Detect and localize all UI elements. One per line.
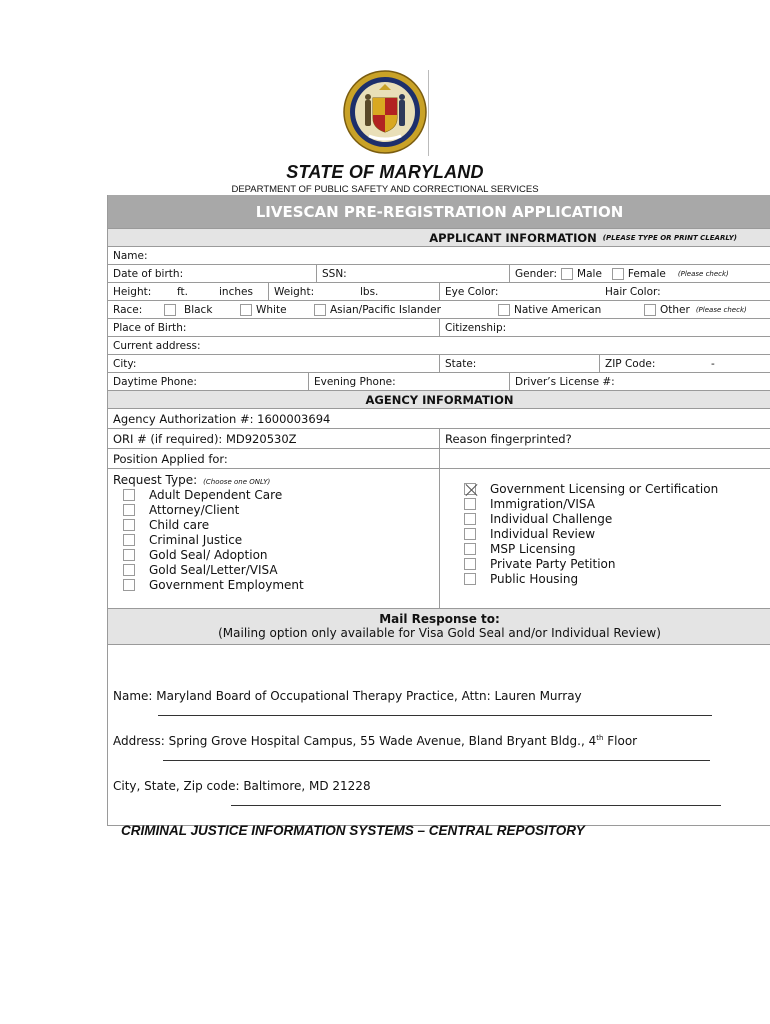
mail-name-line: Name: Maryland Board of Occupational Therapy Practice, Attn: Lauren Murray [113,689,582,703]
mail-address-sup: th [596,734,604,742]
mail-response-header [108,609,770,645]
application-form [107,195,770,826]
daytime-phone-field[interactable] [108,373,309,390]
request-checkbox[interactable] [123,489,135,501]
applicant-section-header [108,229,770,247]
request-option[interactable] [123,502,434,517]
form-title: LIVESCAN PRE-REGISTRATION APPLICATION [108,195,770,229]
dob-row [108,265,770,283]
request-option[interactable] [123,532,434,547]
maryland-seal-icon [343,70,427,154]
white-label: White [256,304,287,316]
request-option-label: Individual Review [490,526,596,541]
request-option[interactable] [123,577,434,592]
request-option[interactable] [464,496,766,511]
asian-checkbox[interactable] [314,304,326,316]
city-label: City: [113,358,137,370]
request-option-label: Gold Seal/Letter/VISA [149,562,278,577]
request-checkbox[interactable] [123,579,135,591]
ssn-label: SSN: [322,268,347,280]
weight-field[interactable] [269,283,440,300]
position-row [108,449,770,469]
agency-authorization: Agency Authorization #: 1600003694 [113,412,331,426]
request-option[interactable] [464,541,766,556]
request-checkbox[interactable] [464,573,476,585]
request-option-label: Attorney/Client [149,502,240,517]
applicant-section-title: APPLICANT INFORMATION [429,230,597,245]
footer-title: CRIMINAL JUSTICE INFORMATION SYSTEMS – CENTRAL REPOSITORY [121,823,585,838]
request-option[interactable] [123,547,434,562]
hair-color-label: Hair Color: [605,286,661,298]
mail-response-body [108,645,770,825]
request-checkbox[interactable] [464,483,476,495]
request-option-label: Adult Dependent Care [149,487,283,502]
request-checkbox[interactable] [123,564,135,576]
request-option[interactable] [123,562,434,577]
zip-label: ZIP Code: [605,358,656,370]
male-checkbox[interactable] [561,268,573,280]
request-type-note: (Choose one ONLY) [203,478,271,486]
request-type-left [108,469,440,608]
native-american-label: Native American [514,304,602,316]
mail-address-line [113,734,637,748]
request-option[interactable] [464,526,766,541]
request-checkbox[interactable] [123,549,135,561]
hair-color-field[interactable] [600,283,770,300]
other-label: Other [660,304,690,316]
drivers-license-field[interactable] [510,373,770,390]
gender-note: (Please check) [677,270,729,278]
city-row [108,355,770,373]
black-checkbox[interactable] [164,304,176,316]
state-title: STATE OF MARYLAND [286,162,484,182]
black-label: Black [184,304,213,316]
height-row [108,283,770,301]
request-option-label: Government Licensing or Certification [490,481,719,496]
ori-field: ORI # (if required): MD920530Z [108,429,440,448]
drivers-license-label: Driver’s License #: [515,376,615,388]
dob-field[interactable] [108,265,317,282]
request-checkbox[interactable] [464,513,476,525]
authorization-row [108,409,770,429]
request-checkbox[interactable] [464,543,476,555]
request-checkbox[interactable] [464,558,476,570]
inches-label: inches [219,286,253,298]
eye-color-label: Eye Color: [445,286,499,298]
daytime-phone-label: Daytime Phone: [113,376,197,388]
request-type-title [113,473,434,487]
mail-city-underline [231,805,721,806]
request-type-right [440,469,770,608]
request-option-label: Gold Seal/ Adoption [149,547,268,562]
current-address-label: Current address: [113,340,201,352]
phone-row [108,373,770,391]
request-option-label: Immigration/VISA [490,496,595,511]
request-option[interactable] [464,571,766,586]
request-checkbox[interactable] [123,504,135,516]
state-label: State: [445,358,477,370]
race-field [108,301,770,318]
eye-color-field[interactable] [440,283,600,300]
ssn-field[interactable] [317,265,509,282]
lbs-label: lbs. [360,286,379,298]
race-label: Race: [113,304,143,316]
evening-phone-field[interactable] [309,373,510,390]
race-row [108,301,770,319]
request-type-label: Request Type: [113,473,198,487]
weight-label: Weight: [274,286,315,298]
seal-divider [428,70,429,156]
request-option[interactable] [123,517,434,532]
request-options-left [113,487,434,592]
white-checkbox[interactable] [240,304,252,316]
citizenship-field[interactable] [440,319,770,336]
name-field[interactable] [108,247,770,264]
mail-response-title: Mail Response to: [379,612,500,626]
male-label: Male [577,268,602,280]
request-option[interactable] [123,487,434,502]
request-option-label: Individual Challenge [490,511,613,526]
request-option-label: Private Party Petition [490,556,616,571]
other-checkbox[interactable] [644,304,656,316]
evening-phone-label: Evening Phone: [314,376,396,388]
department-title: DEPARTMENT OF PUBLIC SAFETY AND CORRECTIONAL SERVICES [231,184,539,195]
applicant-section-note: (PLEASE TYPE OR PRINT CLEARLY) [602,233,737,242]
mail-name-underline [158,715,712,716]
city-field[interactable] [108,355,440,372]
request-checkbox[interactable] [123,519,135,531]
name-label: Name: [113,250,148,262]
mail-address-floor: Floor [603,734,638,748]
gender-field [509,265,770,282]
reason-fingerprinted-label: Reason fingerprinted? [445,432,572,446]
race-note: (Please check) [695,306,747,314]
native-american-checkbox[interactable] [498,304,510,316]
dob-label: Date of birth: [113,268,184,280]
request-option-label: Public Housing [490,571,579,586]
mail-response-subtitle: (Mailing option only available for Visa Gold Seal and/or Individual Review) [218,626,661,640]
request-option-label: Child care [149,517,210,532]
height-field[interactable] [108,283,269,300]
ori-row [108,429,770,449]
request-checkbox[interactable] [123,534,135,546]
request-option-label: Government Employment [149,577,304,592]
request-option-label: MSP Licensing [490,541,576,556]
address-row [108,337,770,355]
request-type-section [108,469,770,609]
ft-label: ft. [177,286,188,298]
place-of-birth-label: Place of Birth: [113,322,187,334]
agency-section-header: AGENCY INFORMATION [108,391,770,409]
position-label: Position Applied for: [113,452,228,466]
request-option-label: Criminal Justice [149,532,243,547]
citizenship-label: Citizenship: [445,322,507,334]
birth-row [108,319,770,337]
request-checkbox[interactable] [464,528,476,540]
asian-label: Asian/Pacific Islander [330,304,441,316]
female-label: Female [627,268,666,280]
request-checkbox[interactable] [464,498,476,510]
name-row [108,247,770,265]
zip-dash: - [711,358,715,370]
position-field[interactable] [108,449,440,468]
reason-fingerprinted-field[interactable] [440,429,770,448]
request-option[interactable] [464,556,766,571]
request-option[interactable] [464,481,766,496]
request-option[interactable] [464,511,766,526]
mail-city-line: City, State, Zip code: Baltimore, MD 21228 [113,779,371,793]
position-spacer [440,449,770,468]
gender-label: Gender: [515,268,558,280]
place-of-birth-field[interactable] [108,319,440,336]
mail-address-text: Address: Spring Grove Hospital Campus, 55 Wade Avenue, Bland Bryant Bldg., 4 [113,734,597,748]
current-address-field[interactable] [108,337,770,354]
height-label: Height: [113,286,152,298]
state-field[interactable] [440,355,600,372]
female-checkbox[interactable] [612,268,624,280]
mail-address-underline [163,760,710,761]
zip-field[interactable] [600,355,770,372]
